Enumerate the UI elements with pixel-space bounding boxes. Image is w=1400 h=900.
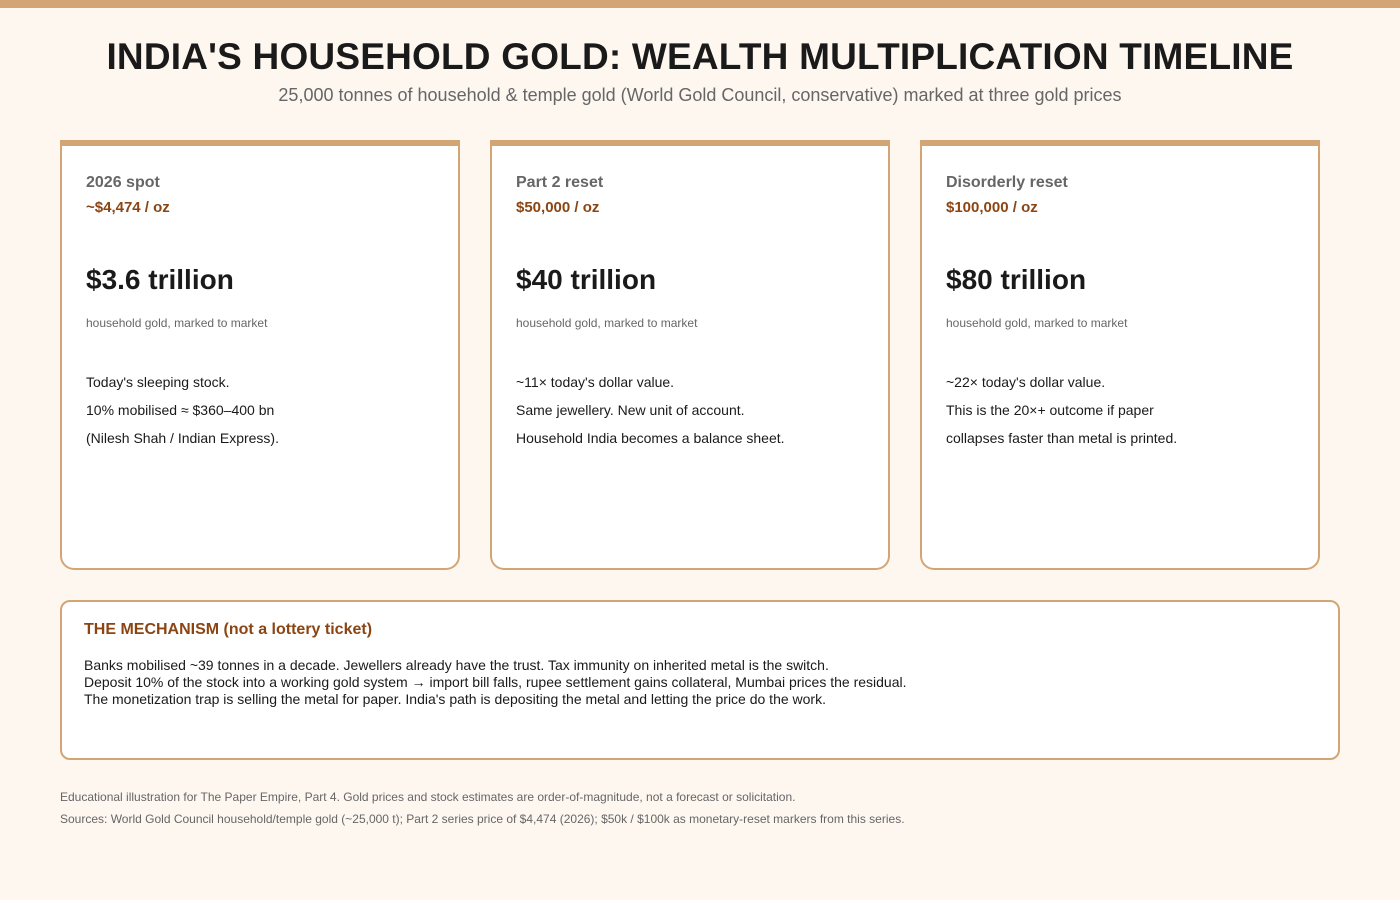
card-description-line: Today's sleeping stock.: [86, 374, 230, 390]
mechanism-title: THE MECHANISM (not a lottery ticket): [84, 621, 373, 638]
card-description-line: ~22× today's dollar value.: [946, 374, 1106, 390]
footer-disclaimer: Educational illustration for The Paper Empire, Part 4. Gold prices and stock estimates are order-of-magnitude, not a forecast or solicitation.: [60, 790, 796, 804]
card-description-line: ~11× today's dollar value.: [516, 374, 675, 390]
card-total-value: $3.6 trillion: [86, 264, 234, 295]
card-label: 2026 spot: [86, 174, 160, 191]
page-subtitle: 25,000 tonnes of household & temple gold (World Gold Council, conservative) marked at three gold prices: [278, 85, 1122, 105]
mechanism-line: Deposit 10% of the stock into a working gold system → import bill falls, rupee settlement gains collateral, Mumbai prices the residual.: [84, 674, 907, 690]
page-title: INDIA'S HOUSEHOLD GOLD: WEALTH MULTIPLICATION TIMELINE: [106, 36, 1294, 77]
card-description: [516, 368, 785, 452]
card-description-line: collapses faster than metal is printed.: [946, 430, 1178, 446]
card-label: Disorderly reset: [946, 174, 1068, 191]
mechanism-line: Banks mobilised ~39 tonnes in a decade. Jewellers already have the trust. Tax immunity on inherited metal is the switch.: [84, 657, 829, 673]
card-label: Part 2 reset: [516, 174, 604, 191]
card-gold-price: $100,000 / oz: [946, 199, 1038, 216]
top-accent-bar: [0, 0, 1400, 8]
card-gold-price: ~$4,474 / oz: [86, 199, 170, 216]
scenario-card-2026-spot: [60, 140, 460, 570]
card-caption: household gold, marked to market: [86, 316, 268, 330]
card-body: [490, 146, 890, 570]
card-description-line: 10% mobilised ≈ $360–400 bn: [86, 402, 275, 418]
card-caption: household gold, marked to market: [516, 316, 698, 330]
card-description-line: This is the 20×+ outcome if paper: [946, 402, 1154, 418]
card-body: [920, 146, 1320, 570]
scenario-card-disorderly-reset: [920, 140, 1320, 570]
card-description-line: Same jewellery. New unit of account.: [516, 402, 745, 418]
card-description: [86, 368, 279, 452]
card-caption: household gold, marked to market: [946, 316, 1128, 330]
card-description-line: Household India becomes a balance sheet.: [516, 430, 785, 446]
card-total-value: $80 trillion: [946, 264, 1087, 295]
mechanism-panel: [60, 600, 1340, 760]
scenario-card-part-2-reset: [490, 140, 890, 570]
card-gold-price: $50,000 / oz: [516, 199, 600, 216]
footer-sources: Sources: World Gold Council household/temple gold (~25,000 t); Part 2 series price of $4,474 (2026); $50k / $100k as monetary-reset markers from this series.: [60, 812, 905, 826]
card-body: [60, 146, 460, 570]
mechanism-line: The monetization trap is selling the metal for paper. India's path is depositing the metal and letting the price do the work.: [84, 691, 826, 707]
card-description: [946, 368, 1177, 452]
card-description-line: (Nilesh Shah / Indian Express).: [86, 430, 279, 446]
mechanism-text: [84, 657, 907, 708]
card-total-value: $40 trillion: [516, 264, 657, 295]
